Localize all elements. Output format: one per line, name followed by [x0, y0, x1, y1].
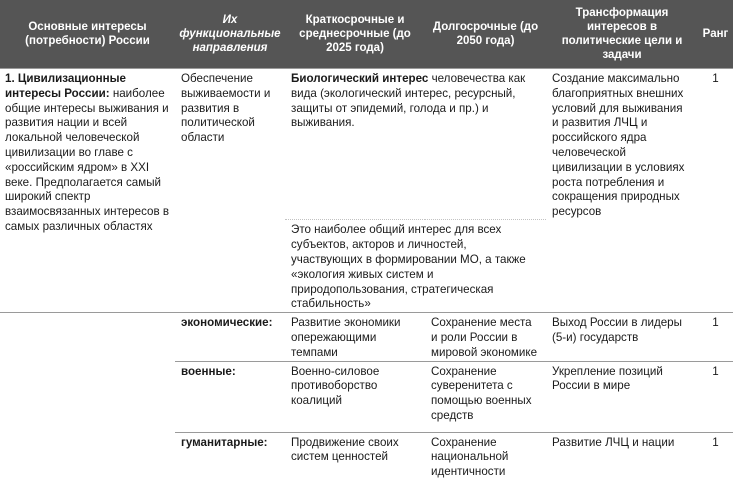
direction-cell: [175, 361, 285, 432]
goal-cell: Развитие ЛЧЦ и нации: [546, 432, 698, 492]
civilization-interest-cell: [0, 69, 175, 313]
direction-label: экономические:: [181, 316, 273, 330]
header-interests: Основные интересы (потребности) России: [0, 0, 175, 69]
table-row: [0, 361, 733, 432]
long-term-cell: Сохранение суверенитета с помощью военных средств: [425, 361, 546, 432]
header-long-term: Долгосрочные (до 2050 года): [425, 0, 546, 69]
rank-cell: 1: [698, 361, 733, 432]
header-directions: Их функциональные направления: [175, 0, 285, 69]
goal-cell: Укрепление позиций России в мире: [546, 361, 698, 432]
empty-cell: [0, 432, 175, 492]
short-term-cell: Продвижение своих систем ценностей: [285, 432, 425, 492]
long-term-cell: Сохранение национальной идентичности: [425, 432, 546, 492]
direction-cell: [175, 313, 285, 361]
table-row: [0, 432, 733, 492]
direction-cell: [175, 432, 285, 492]
direction-cell: Обеспечение выживаемости и развития в политической области: [175, 69, 285, 220]
rank-cell: [698, 220, 733, 313]
short-term-bold: Биологический интерес: [291, 72, 429, 85]
goal-cell: [546, 220, 698, 313]
header-row: [0, 0, 733, 69]
goal-cell: Создание максимально благоприятных внешних условий для выживания и развития ЛЧЦ и российского ядра человеческой цивилизации в условиях роста потребления и сокращения природных ресурсов: [546, 69, 698, 220]
goal-cell: Выход России в лидеры (5-и) государств: [546, 313, 698, 361]
table-row: [0, 313, 733, 361]
long-term-cell: Сохранение места и роли России в мировой экономике: [425, 313, 546, 361]
rank-cell: 1: [698, 69, 733, 220]
empty-cell: [0, 313, 175, 361]
header-goals: Трансформация интересов в политические цели и задачи: [546, 0, 698, 69]
direction-cell: [175, 220, 285, 313]
short-term-cell: Военно-силовое противоборство коалиций: [285, 361, 425, 432]
civilization-interest-note: Предполагается самый широкий спектр взаимосвязанных интересов в самых различных областях: [5, 175, 170, 233]
rank-cell: 1: [698, 432, 733, 492]
direction-label: военные:: [181, 364, 236, 378]
header-short-term: Краткосрочные и среднесрочные (до 2025 года): [285, 0, 425, 69]
short-term-cell: Это наиболее общий интерес для всех субъектов, акторов и личностей, участвующих в формировании МО, а также «экология живых систем и природопользования, стратегическая стабильность»: [285, 220, 546, 313]
table-row: [0, 69, 733, 220]
empty-cell: [0, 361, 175, 432]
header-rank: Ранг: [698, 0, 733, 69]
short-term-cell: Развитие экономики опережающими темпами: [285, 313, 425, 361]
civilization-interest-text: наиболее общие интересы выживания и развития нации и всей локальной человеческой цивилизации во главе с «российским ядром» в XXI веке.: [5, 86, 169, 189]
short-term-text: человечества как вида (экологический интерес, ресурсный, защиты от эпидемий, голода и пр.) и выживания.: [291, 72, 526, 130]
direction-label: гуманитарные:: [181, 435, 268, 449]
short-term-cell: [285, 69, 546, 220]
civilization-interest-title: 1. Цивилизационные интересы России:: [5, 72, 126, 100]
rank-cell: 1: [698, 313, 733, 361]
